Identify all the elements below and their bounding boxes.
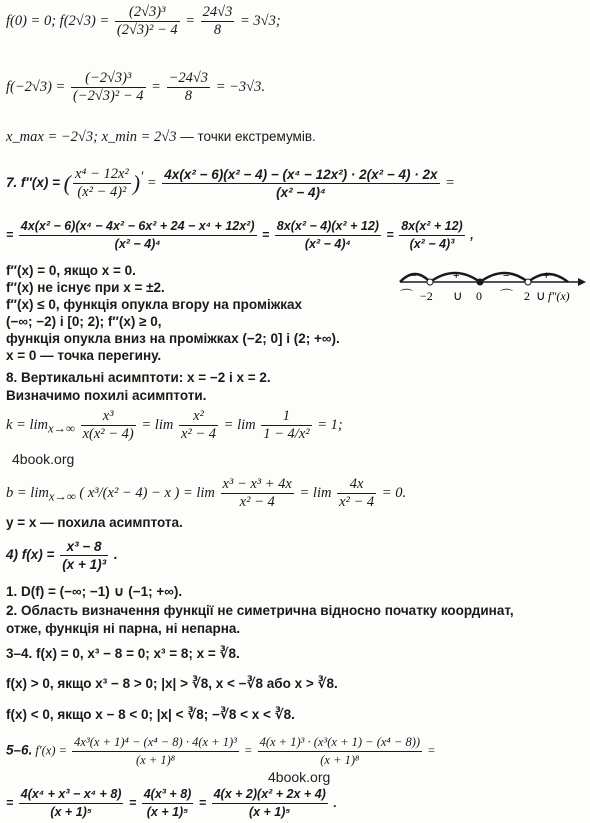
text: . <box>113 547 118 563</box>
text: f(0) = 0; f(2√3) = <box>6 12 110 29</box>
item-number: 4) <box>6 547 19 563</box>
point-marker <box>525 279 531 285</box>
text: = 1; <box>317 416 343 433</box>
denominator: (x² − 4)⁴ <box>276 185 326 200</box>
sign-chart <box>398 264 586 308</box>
denominator: (2√3)² − 4 <box>116 22 178 38</box>
numerator: 8x(x² + 12) <box>399 218 465 236</box>
eq-f-2sqrt3 <box>6 4 281 39</box>
denominator: 1 − 4/x² <box>263 426 310 442</box>
second-derivative-eq: 7. f″(x) = ( $\frac{\text{x⁴ − 12x²}}{\text{(x² − 4)²}}$ )′ = $\frac{\text{4x(x² − 6)(x² − 4) − (x⁴ − 12x²) · 2(x² − 4) · 2x}}{\text{(x² − 4)⁴}}$ = <box>6 166 455 200</box>
numerator: 8x(x² − 4)(x² + 12) <box>275 218 381 236</box>
limit-subscript: x→∞ <box>48 489 76 504</box>
concavity-icon: ∪ <box>536 288 546 303</box>
denominator: x² − 4 <box>180 426 217 442</box>
numerator: x² <box>179 408 218 426</box>
text: — точки екстремумів. <box>176 129 316 144</box>
fraction <box>261 408 311 443</box>
text: f(−2√3) = <box>6 78 66 95</box>
text: = <box>6 795 14 810</box>
text: , <box>470 227 474 242</box>
fraction <box>179 408 218 443</box>
numerator: 4x(x² − 6)(x² − 4) − (x⁴ − 12x²) · 2(x² − 4) · 2x <box>164 167 438 182</box>
text: = <box>128 795 137 810</box>
fraction <box>142 786 194 821</box>
numerator: x³ <box>81 408 136 426</box>
fraction <box>167 70 211 105</box>
text: f′(x) = <box>35 743 68 758</box>
point-marker <box>427 279 433 285</box>
numerator: x³ − x³ + 4x <box>222 476 292 492</box>
prime: ′ <box>140 169 144 185</box>
text: . <box>333 795 337 810</box>
point-label: 0 <box>476 289 482 303</box>
first-derivative-simplify <box>6 786 337 821</box>
watermark: 4book.org <box>268 769 331 785</box>
numerator: 4(x⁴ + x³ − x⁴ + 8) <box>19 786 124 804</box>
text: f″(x) = <box>20 174 60 190</box>
fraction <box>275 218 381 253</box>
denominator: (x + 1)⁸ <box>135 753 176 767</box>
denominator: x² − 4 <box>239 494 275 510</box>
fraction <box>212 786 328 821</box>
text: ( x³/(x² − 4) − x ) <box>79 484 180 501</box>
point-marker <box>477 279 483 285</box>
point-label: 2 <box>524 289 530 303</box>
text: = 3√3; <box>240 12 281 29</box>
denominator: (x + 1)⁵ <box>146 805 189 819</box>
second-derivative-simplify <box>6 218 474 253</box>
extremum-points <box>6 128 316 146</box>
point-label: −2 <box>420 289 433 303</box>
text: f″(x) не існує при x = ±2. <box>6 280 165 295</box>
numerator: 4x <box>337 476 376 494</box>
text: (−∞; −2) і [0; 2); f″(x) ≥ 0, <box>6 314 162 329</box>
eq-f-neg2sqrt3 <box>6 70 265 105</box>
text: 8. Вертикальні асимптоти: x = −2 і x = 2. <box>6 370 271 385</box>
sign-label: − <box>503 270 510 282</box>
fraction <box>73 166 131 201</box>
denominator: x(x² − 4) <box>82 426 134 442</box>
watermark: 4book.org <box>12 451 75 467</box>
concavity-icon: ∪ <box>453 288 463 303</box>
fraction <box>19 218 257 253</box>
text: = <box>244 743 253 758</box>
text: = <box>185 12 196 29</box>
text: k = lim <box>6 416 48 433</box>
numerator: (−2√3)³ <box>71 70 146 88</box>
numerator: 4(x³ + 8) <box>142 786 194 804</box>
sign-label: + <box>453 270 460 282</box>
fraction <box>258 734 422 769</box>
fraction <box>162 166 439 201</box>
fraction <box>72 734 239 769</box>
axis-label: f″(x) <box>548 289 570 303</box>
text: = −3√3. <box>215 78 265 95</box>
denominator: (x + 1)³ <box>62 557 107 572</box>
text: = <box>151 78 161 95</box>
text: = lim <box>141 416 174 433</box>
denominator: 8 <box>184 88 192 104</box>
fraction <box>201 4 235 39</box>
fraction <box>337 476 376 511</box>
fraction <box>19 786 124 821</box>
text: 2. Область визначення функції не симетрична відносно початку координат, <box>6 603 514 618</box>
denominator: 8 <box>213 22 222 38</box>
denominator: (x + 1)⁵ <box>50 805 92 819</box>
text: = lim <box>223 416 256 433</box>
denominator: (x² − 4)³ <box>409 237 455 251</box>
fraction <box>60 538 108 573</box>
text: x = 0 — точка перегину. <box>6 348 162 363</box>
denominator: (x² − 4)⁴ <box>304 237 351 251</box>
numerator: x³ − 8 <box>60 538 108 556</box>
numerator: −24√3 <box>168 70 209 86</box>
numerator: 4(x + 2)(x² + 2x + 4) <box>212 786 328 804</box>
intercept-limit <box>6 476 406 511</box>
text: = <box>198 795 207 810</box>
text: f″(x) ≤ 0, функція опукла вгору на проміжках <box>6 297 303 312</box>
denominator: x² − 4 <box>339 494 375 510</box>
slope-limit <box>6 408 343 443</box>
item-number: 5–6. <box>6 742 33 758</box>
fraction <box>71 70 146 105</box>
numerator: 4x³(x + 1)⁴ − (x⁴ − 8) · 4(x + 1)³ <box>72 734 239 752</box>
text: f(x) = <box>21 547 55 563</box>
text: 3–4. f(x) = 0, x³ − 8 = 0; x³ = 8; x = ∛8. <box>6 646 240 661</box>
text: y = x — похила асимптота. <box>6 515 183 530</box>
text: отже, функція ні парна, ні непарна. <box>6 621 241 636</box>
text: = lim <box>182 484 215 501</box>
denominator: (x + 1)⁸ <box>320 753 360 767</box>
numerator: 1 <box>261 408 311 426</box>
function-definition <box>6 538 118 573</box>
denominator: (−2√3)² − 4 <box>72 88 144 104</box>
sign-label: + <box>543 270 550 282</box>
arrow-icon <box>578 278 586 286</box>
text: f″(x) = 0, якщо x = 0. <box>6 263 136 278</box>
denominator: (x² − 4)² <box>77 184 127 200</box>
concavity-icon: ⌒ <box>400 288 414 303</box>
text: = <box>445 174 455 191</box>
numerator: 4(x + 1)³ · (x³(x + 1) − (x⁴ − 8)) <box>258 734 422 752</box>
text: f(x) > 0, якщо x³ − 8 > 0; |x| > ∛8, x < −∛8 або x > ∛8. <box>6 676 338 691</box>
item-number: 7. <box>6 174 18 190</box>
numerator: x⁴ − 12x² <box>74 166 129 182</box>
numerator: 24√3 <box>202 4 233 20</box>
fraction <box>399 218 465 253</box>
numerator: 4x(x² − 6)(x⁴ − 4x² − 6x² + 24 − x⁴ + 12x²) <box>19 218 257 236</box>
fraction <box>115 4 180 39</box>
text: x_max = −2√3; x_min = 2√3 <box>6 129 177 145</box>
text: b = lim <box>6 484 49 501</box>
text: = lim <box>299 484 332 501</box>
fraction <box>221 476 294 511</box>
text: f(x) < 0, якщо x − 8 < 0; |x| < ∛8; −∛8 < x < ∛8. <box>6 707 295 722</box>
text: = <box>386 227 394 242</box>
numerator: (2√3)³ <box>115 4 180 22</box>
sign-label: − <box>410 270 417 282</box>
first-derivative-eq <box>6 734 436 769</box>
concavity-icon: ⌒ <box>500 288 514 303</box>
fraction <box>81 408 136 443</box>
limit-subscript: x→∞ <box>48 421 75 436</box>
text: = 0. <box>381 484 407 501</box>
text: Визначимо похилі асимптоти. <box>6 388 207 403</box>
denominator: (x + 1)⁵ <box>248 805 291 819</box>
text: = <box>427 743 436 758</box>
text: = <box>262 227 270 242</box>
text: функція опукла вниз на проміжках (−2; 0] і (2; +∞). <box>6 331 340 346</box>
text: = <box>6 227 14 242</box>
text: = <box>146 174 157 191</box>
denominator: (x² − 4)⁴ <box>114 237 161 251</box>
text: 1. D(f) = (−∞; −1) ∪ (−1; +∞). <box>6 584 183 599</box>
